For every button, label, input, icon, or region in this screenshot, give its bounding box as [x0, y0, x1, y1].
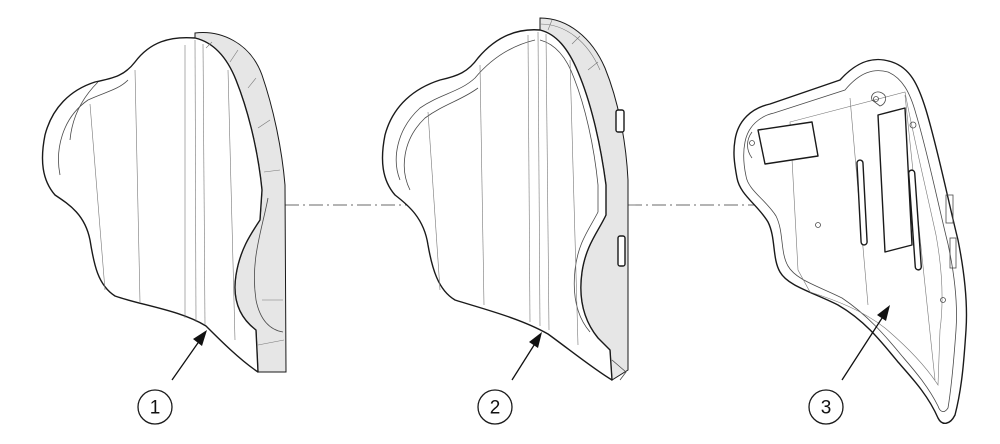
- part-2-covered-cushion: [382, 18, 628, 380]
- callout-2: [478, 390, 512, 424]
- leader-arrow-2: [512, 332, 542, 380]
- callout-3: [809, 390, 843, 424]
- callout-1-label: 1: [149, 397, 161, 419]
- callout-2-label: 2: [489, 397, 501, 419]
- part-3-backrest-shell: [734, 59, 967, 423]
- leader-arrow-1: [172, 330, 207, 380]
- part-1-cushion: [42, 33, 286, 372]
- callout-3-label: 3: [820, 397, 832, 419]
- callout-1: [138, 390, 172, 424]
